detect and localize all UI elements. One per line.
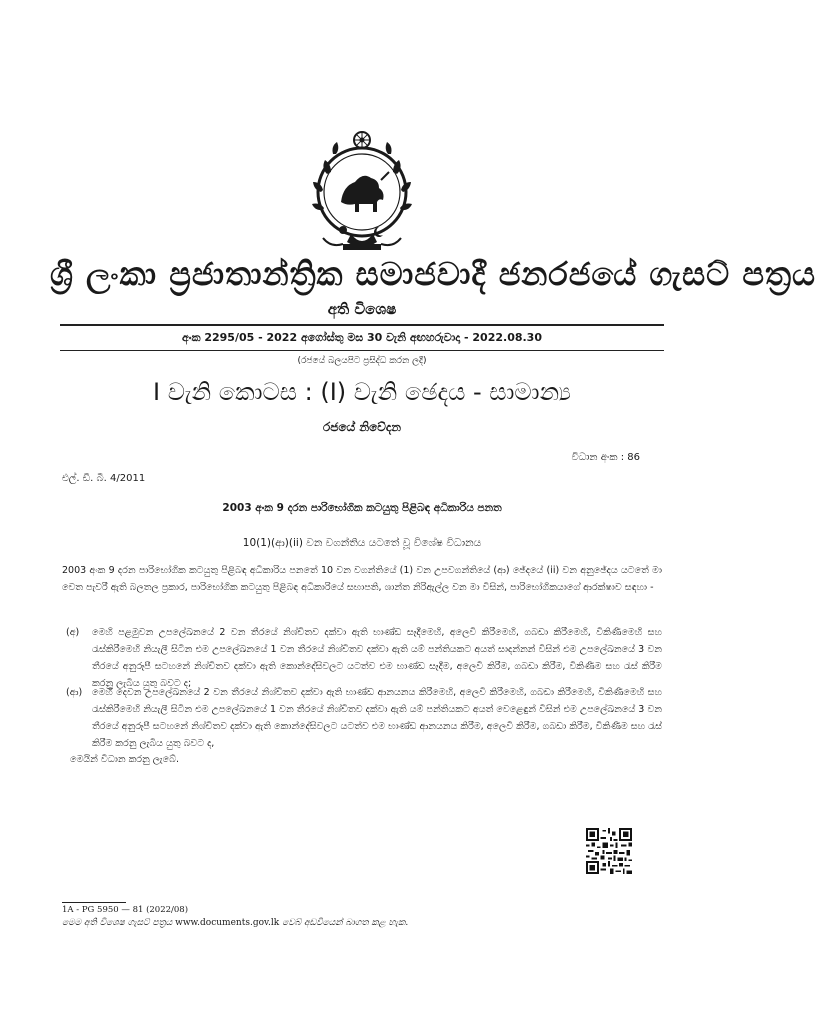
download-note-prefix: මෙම අති විශෙෂ ගැසට් පත්‍රය	[62, 918, 173, 928]
clause-marker: (අ)	[66, 627, 80, 638]
download-note	[62, 918, 408, 928]
publication-authority: (රජයේ බලයපිට ප්‍රසිද්ධ කරන ලදී)	[297, 356, 427, 366]
closing-line: මෙයින් විධාන කරනු ලැබේ.	[70, 754, 179, 765]
clause-text: මෙහි දෙවන උපලේඛනයේ 2 වන තීරයේ නිශ්චිතව දක්වා ඇති භාණ්ඩ ආනයනය කිරීමෙහි, අලෙවි කිරීමෙහි, ගබඩා කිරීමෙහි, විකිණීමෙහි සහ රැස්කිරීමෙහි නියැලී සිටින එම උපලේඛනයේ 1 වන තීරයේ නිශ්චිතව දක්වා ඇති යම් පන්තියකට අයත් වෙළෙඳුන් විසින් එම උපලේඛනයේ 3 වන තීරයේ අනුරූපී සටහනේ නිශ්චිතව දක්වා ඇති කොන්දේසිවලට යටත්ව එම භාණ්ඩ ආනයනය කිරීම, අලෙවි කිරීම, ගබඩා කිරීම, විකිණීම සහ රැස් කිරීම කරනු ලැබිය යුතු බවට ද,	[92, 687, 662, 749]
print-code: 1A - PG 5950 — 81 (2022/08)	[62, 905, 189, 915]
notice-type: රජයේ නිවේදන	[323, 420, 401, 434]
clause-aa	[66, 684, 662, 752]
clause-marker: (ආ)	[66, 687, 83, 698]
part-heading: I වැනි කොටස : (I) වැනි ඡෙදය - සාමාන්‍ය	[152, 378, 571, 406]
intro-paragraph: 2003 අංක 9 දරන පාරිභෝගික කටයුතු පිළිබඳ අධිකාරිය පනතේ 10 වන වගන්තියේ (1) වන උපවගන්තියේ (ආ) ඡේදයේ (ii) වන අනුඡේදය යටතේ මා වෙත පැවරී ඇති බලතල ප්‍රකාර, පාරිභෝගික කටයුතු පිළිබඳ අධිකාරියේ සභාපති, ශාන්ත නිරිඇල්ල වන මා විසින්, පාරිභෝගිකයාගේ ආරක්ෂාව සඳහා -	[62, 565, 662, 593]
order-number: විධාන අංක : 86	[571, 452, 640, 463]
clause-text: මෙහි පළමුවන උපලේඛනයේ 2 වන තීරයේ නිශ්චිතව දක්වා ඇති භාණ්ඩ සෑදීමෙහි, අලෙවි කිරීමෙහි, ගබඩා කිරීමෙහි, විකිණීමෙහි සහ රැස්කිරීමෙහි නියැලී සිටින එම උපලේඛනයේ 1 වන තීරයේ නිශ්චිතව දක්වා ඇති යම් පන්තියකට අයත් සාදන්නන් විසින් එම උපලේඛනයේ 3 වන තීරයේ අනුරූපී සටහනේ නිශ්චිතව දක්වා ඇති කොන්දේසිවලට යටත්ව එම භාණ්ඩ සෑදීම, අලෙවි කිරීම, ගබඩා කිරීම, විකිණීම සහ රැස් කිරීම කරනු ලැබිය යුතු බවට ද;	[92, 627, 662, 689]
download-note-suffix: වෙබ් අඩවියෙන් බාගත කළ හැක.	[282, 918, 409, 928]
header-rule-top	[60, 324, 664, 326]
header-rule-bottom	[60, 350, 664, 351]
clause-a	[66, 624, 662, 692]
qr-code-icon[interactable]	[586, 828, 632, 874]
issue-line: අංක 2295/05 - 2022 අගෝස්තු මස 30 වැනි අඟහරුවාදා - 2022.08.30	[182, 331, 542, 344]
act-title: 2003 අංක 9 දරන පාරිභෝගික කටයුතු පිළිබඳ අධිකාරිය පනත	[222, 502, 502, 514]
gazette-title: ශ්‍රී ලංකා ප්‍රජාතාන්ත්‍රික සමාජවාදී ජනරජයේ ගැසට් පත්‍රය	[50, 255, 816, 293]
order-title: 10(1)(ආ)(ii) වන වගන්තිය යටතේ වූ විශේෂ විධානය	[242, 537, 482, 549]
sri-lanka-emblem-icon	[303, 130, 421, 254]
documents-link[interactable]: www.documents.gov.lk	[175, 918, 280, 928]
footer-rule	[62, 902, 126, 903]
reference-number: එල්. ඩී. බී. 4/2011	[62, 473, 146, 484]
extraordinary-label: අති විශෙෂ	[327, 300, 397, 318]
